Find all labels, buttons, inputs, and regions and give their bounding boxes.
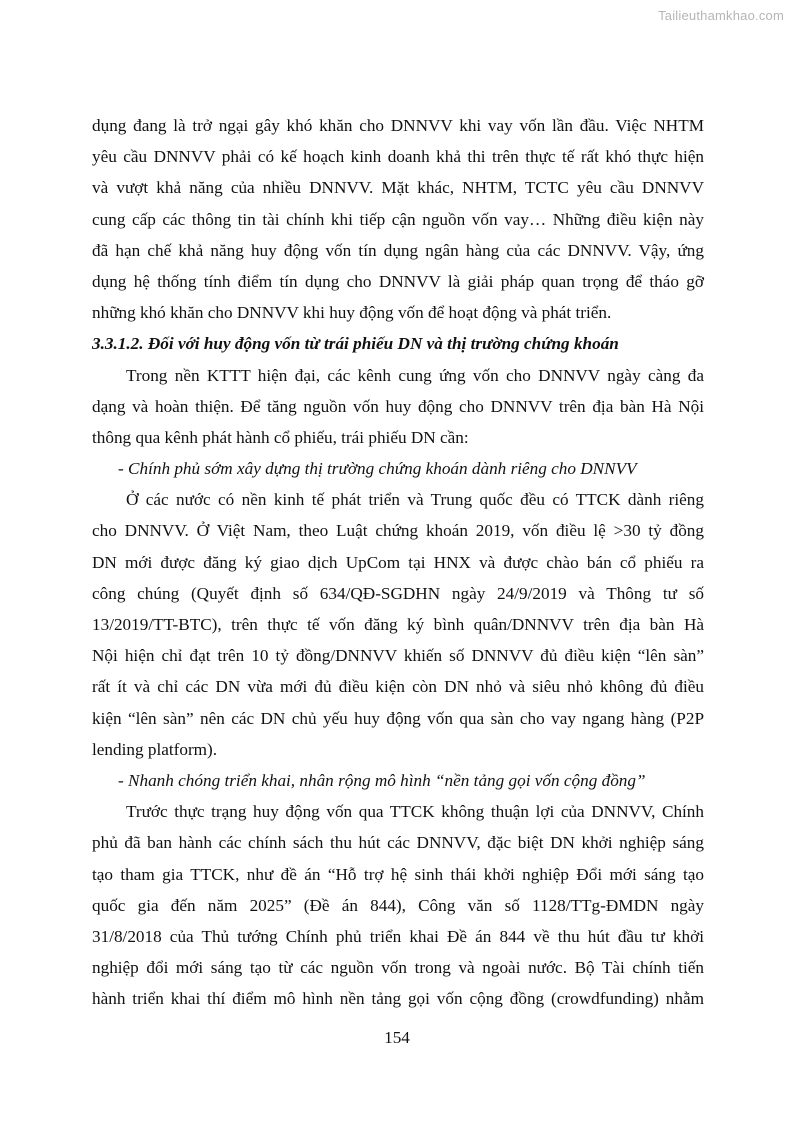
paragraph-line: kiện “lên sàn” nên các DN chủ yếu huy động vốn qua sàn cho vay ngang hàng (P2P xyxy=(92,708,704,728)
bullet-item-2: - Nhanh chóng triển khai, nhân rộng mô hình “nền tảng gọi vốn cộng đồng” xyxy=(118,770,646,790)
paragraph-line: hành triển khai thí điểm mô hình nền tảng gọi vốn cộng đồng (crowdfunding) nhằm xyxy=(92,989,704,1009)
paragraph-2 xyxy=(92,360,704,454)
paragraph-line: công chúng (Quyết định số 634/QĐ-SGDHN ngày 24/9/2019 và Thông tư số xyxy=(92,583,704,603)
paragraph-line: thông qua kênh phát hành cổ phiếu, trái phiếu DN cần: xyxy=(92,427,469,447)
paragraph-line: dạng và hoàn thiện. Để tăng nguồn vốn huy động cho DNNVV trên địa bàn Hà Nội xyxy=(92,396,704,416)
bullet-item-1: - Chính phủ sớm xây dựng thị trường chứng khoán dành riêng cho DNNVV xyxy=(118,459,637,479)
paragraph-line: cho DNNVV. Ở Việt Nam, theo Luật chứng khoán 2019, vốn điều lệ >30 tỷ đồng xyxy=(92,521,704,541)
paragraph-line: cung cấp các thông tin tài chính khi tiếp cận nguồn vốn vay… Những điều kiện này xyxy=(92,209,704,229)
paragraph-line: 13/2019/TT-BTC), trên thực tế vốn đăng ký bình quân/DNNVV trên địa bàn Hà xyxy=(92,615,704,634)
paragraph-line: Ở các nước có nền kinh tế phát triển và Trung quốc đều có TTCK dành riêng xyxy=(126,490,704,510)
paragraph-line: lending platform). xyxy=(92,739,218,759)
paragraph-line: Trước thực trạng huy động vốn qua TTCK không thuận lợi của DNNVV, Chính xyxy=(126,802,704,822)
paragraph-line: 31/8/2018 của Thủ tướng Chính phủ triển khai Đề án 844 về thu hút đầu tư khởi xyxy=(92,926,704,946)
paragraph-line: và vượt khả năng của nhiều DNNVV. Mặt khác, NHTM, TCTC yêu cầu DNNVV xyxy=(92,178,704,198)
page-body xyxy=(92,110,704,1014)
paragraph-line: những khó khăn cho DNNVV khi huy động vốn để hoạt động và phát triển. xyxy=(92,303,612,323)
paragraph-line: tạo tham gia TTCK, như đề án “Hỗ trợ hệ sinh thái khởi nghiệp Đổi mới sáng tạo xyxy=(92,864,704,884)
paragraph-line: Trong nền KTTT hiện đại, các kênh cung ứng vốn cho DNNVV ngày càng đa xyxy=(126,365,704,385)
paragraph-line: yêu cầu DNNVV phải có kế hoạch kinh doanh khả thi trên thực tế rất khó thực hiện xyxy=(92,147,704,167)
paragraph-3 xyxy=(92,484,704,765)
paragraph-line: quốc gia đến năm 2025” (Đề án 844), Công văn số 1128/TTg-ĐMDN ngày xyxy=(92,895,704,915)
paragraph-line: dụng đang là trở ngại gây khó khăn cho DNNVV khi vay vốn lần đầu. Việc NHTM xyxy=(92,116,704,135)
section-heading: 3.3.1.2. Đối với huy động vốn từ trái phiếu DN và thị trường chứng khoán xyxy=(92,334,619,354)
page-number: 154 xyxy=(384,1028,410,1047)
paragraph-line: nghiệp đổi mới sáng tạo từ các nguồn vốn trong và ngoài nước. Bộ Tài chính tiến xyxy=(92,958,704,978)
paragraph-line: đã hạn chế khả năng huy động vốn tín dụng ngân hàng của các DNNVV. Vậy, ứng xyxy=(92,240,704,260)
paragraph-line: phủ đã ban hành các chính sách thu hút các DNNVV, đặc biệt DN khởi nghiệp sáng xyxy=(92,833,704,853)
paragraph-1 xyxy=(92,110,704,328)
watermark-text: Tailieuthamkhao.com xyxy=(658,8,784,23)
paragraph-line: Nội hiện chỉ đạt trên 10 tỷ đồng/DNNVV khiến số DNNVV đủ điều kiện “lên sàn” xyxy=(92,646,704,666)
paragraph-line: rất ít và chỉ các DN vừa mới đủ điều kiện còn DN nhỏ và siêu nhỏ không đủ điều xyxy=(92,677,704,697)
paragraph-line: DN mới được đăng ký giao dịch UpCom tại HNX và được chào bán cổ phiếu ra xyxy=(92,552,704,572)
paragraph-4 xyxy=(92,796,704,1014)
paragraph-line: dụng hệ thống tính điểm tín dụng cho DNNVV là giải pháp quan trọng để tháo gỡ xyxy=(92,271,704,291)
